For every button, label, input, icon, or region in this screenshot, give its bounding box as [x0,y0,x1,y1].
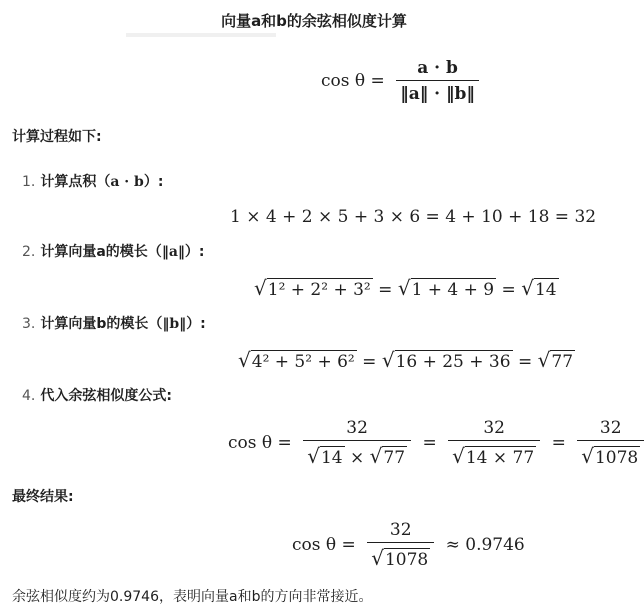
step-3-equation: √4² + 5² + 6² = √16 + 25 + 36 = √77 [238,348,574,372]
sqrt-term: 14 [534,280,557,300]
result-equation: cos θ = $\frac{32}{√1078}$ ≈ 0.9746 [292,520,525,570]
step-1-heading: 1. 计算点积（a · b）: [22,174,164,190]
page-title: 向量a和b的余弦相似度计算 [221,12,407,30]
sqrt-term: 16 + 25 + 36 [395,352,511,372]
sqrt-term: 4² + 5² + 6² [251,352,355,372]
step-2-equation: √1² + 2² + 3² = √1 + 4 + 9 = √14 [254,276,557,300]
step-4-equation: cos θ = $\frac{32}{√14 \times √77}$ = $\frac{32}{√14 \times 77}$ = $\frac{32}{√1078}$ [222,418,644,468]
sqrt-term: 1² + 2² + 3² [267,280,371,300]
faint-divider [126,33,276,37]
sqrt-term: 1 + 4 + 9 [411,280,495,300]
conclusion-text: 余弦相似度约为0.9746，表明向量a和b的方向非常接近。 [12,589,373,605]
process-heading: 计算过程如下: [12,129,102,145]
formula-denominator: ‖a‖ · ‖b‖ [396,80,479,104]
sqrt-term: 77 [551,352,574,372]
step-1-equation: 1 × 4 + 2 × 5 + 3 × 6 = 4 + 10 + 18 = 32 [230,207,597,227]
step-2-heading: 2. 计算向量a的模长（‖a‖）: [22,244,205,260]
step-4-heading: 4. 代入余弦相似度公式: [22,388,172,404]
formula-numerator: a · b [417,58,458,78]
formula-lhs: cos θ = [321,71,385,91]
main-formula [315,58,479,104]
step-3-heading: 3. 计算向量b的模长（‖b‖）: [22,316,206,332]
result-heading: 最终结果: [12,489,74,505]
